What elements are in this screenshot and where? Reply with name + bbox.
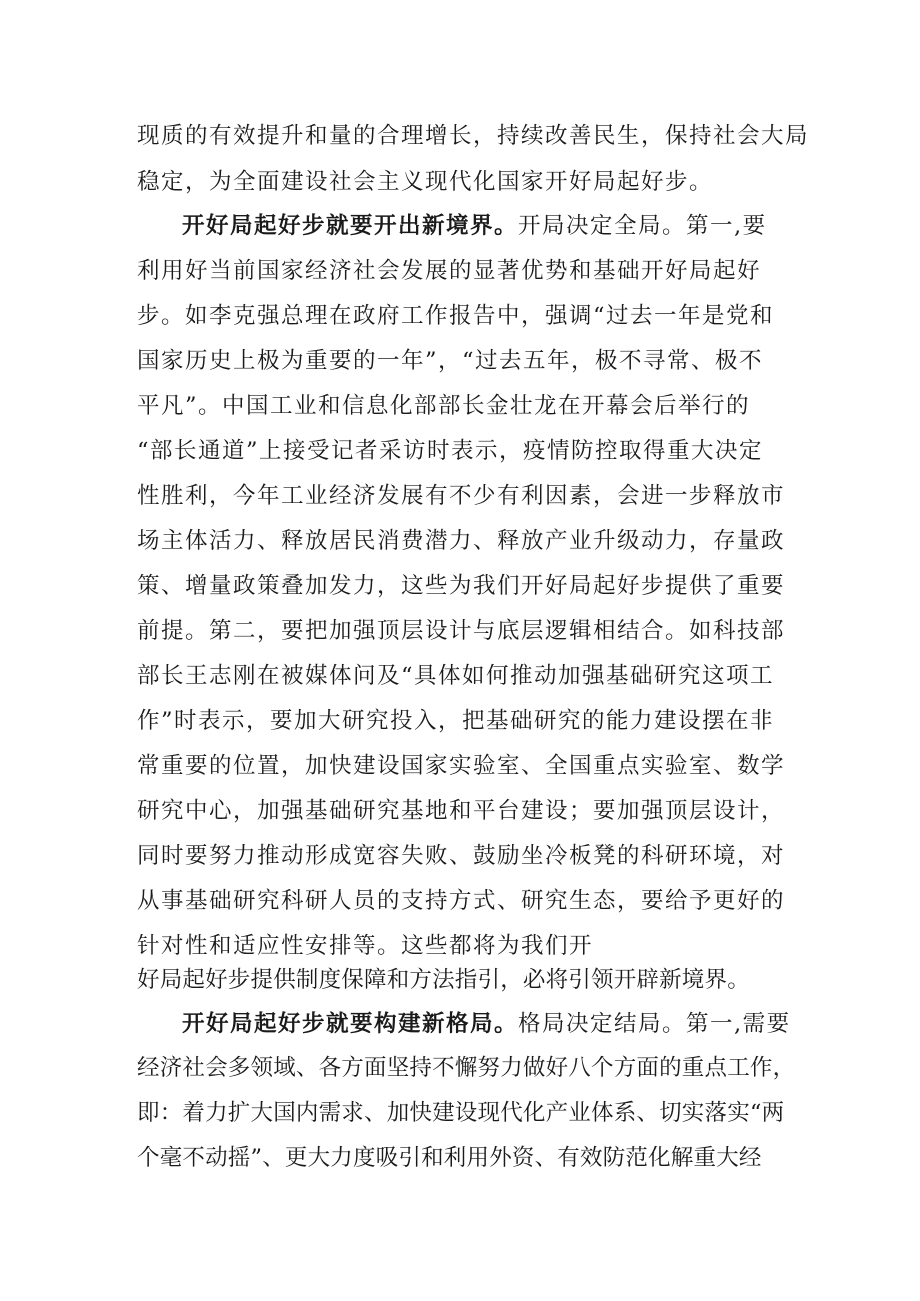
text-line: 同时要努力推动形成宽容失败、鼓励坐冷板凳的科研环境，对 (137, 843, 786, 869)
text-run: 格局决定结局。第一,需要 (518, 1011, 791, 1037)
text-line: 前提。第二，要把加强顶层设计与底层逻辑相结合。如科技部 (137, 618, 786, 644)
text-line: 个毫不动摇”、更大力度吸引和利用外资、有效防范化解重大经 (137, 1145, 762, 1171)
text-line: 策、增量政策叠加发力，这些为我们开好局起好步提供了重要 (137, 573, 786, 599)
text-line: 平凡”。中国工业和信息化部部长金壮龙在开幕会后举行的 (137, 393, 751, 419)
section-heading: 开好局起好步就要开出新境界。 (182, 213, 519, 239)
text-line: 常重要的位置，加快建设国家实验室、全国重点实验室、数学 (137, 753, 786, 779)
text-line: 稳定，为全面建设社会主义现代化国家开好局起好步。 (137, 169, 714, 195)
text-line: 好局起好步提供制度保障和方法指引，必将引领开辟新境界。 (137, 967, 750, 993)
text-line: 利用好当前国家经济社会发展的显著优势和基础开好局起好 (137, 258, 762, 284)
text-line: 针对性和适应性安排等。这些都将为我们开 (137, 933, 594, 959)
text-run: 开局决定全局。第一,要 (518, 213, 767, 239)
text-line: 经济社会多领域、各方面坚持不懈努力做好八个方面的重点工作， (137, 1055, 796, 1081)
text-line: 从事基础研究科研人员的支持方式、研究生态，要给予更好的 (137, 888, 786, 914)
text-line: 国家历史上极为重要的一年”，“过去五年，极不寻常、极不 (137, 348, 764, 374)
section-first-line (182, 1009, 791, 1039)
text-line: 部长王志刚在被媒体问及“具体如何推动加强基础研究这项工 (137, 663, 775, 689)
text-line: 研究中心，加强基础研究基地和平台建设；要加强顶层设计， (137, 798, 786, 824)
section-first-line (182, 211, 767, 241)
text-line: 场主体活力、释放居民消费潜力、释放产业升级动力，存量政 (137, 528, 786, 554)
text-line: 步。如李克强总理在政府工作报告中，强调“过去一年是党和 (137, 303, 775, 329)
text-line: 即：着力扩大国内需求、加快建设现代化产业体系、切实落实“两 (137, 1100, 785, 1126)
text-line: 现质的有效提升和量的合理增长，持续改善民生，保持社会大局 (137, 123, 810, 149)
text-line: 作”时表示，要加大研究投入，把基础研究的能力建设摆在非 (137, 708, 775, 734)
text-line: 性胜利，今年工业经济发展有不少有利因素，会进一步释放市 (137, 483, 786, 509)
text-line: “部长通道”上接受记者采访时表示，疫情防控取得重大决定 (137, 438, 764, 464)
section-heading: 开好局起好步就要构建新格局。 (182, 1011, 519, 1037)
